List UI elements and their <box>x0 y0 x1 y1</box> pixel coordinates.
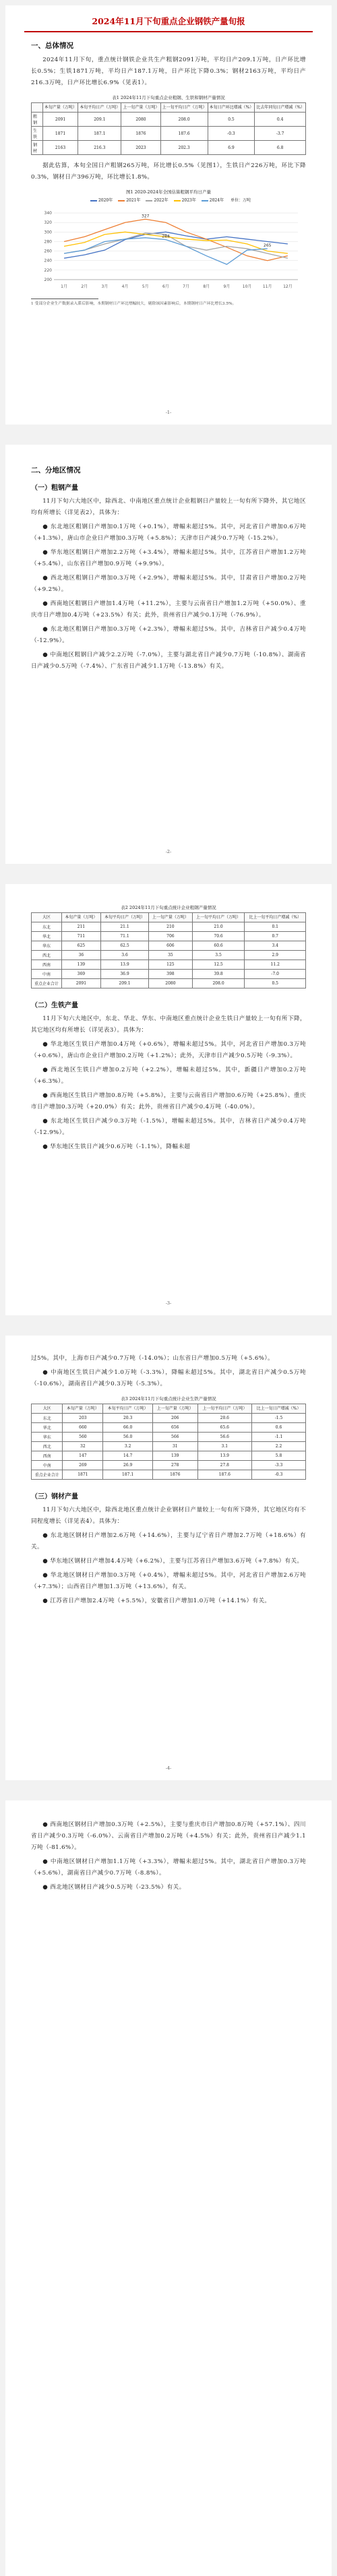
table2-header: 上一旬产量（万吨） <box>149 913 193 922</box>
table-cell: 13.9 <box>197 1451 251 1461</box>
table-cell: 0.5 <box>208 113 255 127</box>
document-title: 2024年11月下旬重点企业钢铁产量旬报 <box>92 16 245 26</box>
section-heading-overview: 一、总体情况 <box>31 42 73 50</box>
table-row <box>32 1470 306 1480</box>
table3-header: 大区 <box>32 1404 63 1414</box>
bullet-paragraph: ● 东北地区钢材日产增加2.6万吨（+14.6%），主要与辽宁省日产增加2.7万吨（+18.6%）有关。 <box>31 1532 306 1550</box>
y-tick-label: 340 <box>44 211 52 216</box>
steel-daily-output-line-chart <box>34 204 303 292</box>
bullet-paragraph: ● 中南地区粗钢日产减少2.2万吨（-7.0%），主要与湖北省日产减少0.7万吨（-10.8%）、湖南省日产减少0.5万吨（-7.4%）、广东省日产减少1.1万吨（-13.8%）有关。 <box>31 652 306 670</box>
y-tick-label: 220 <box>44 268 52 273</box>
table3-caption: 表3 2024年11月下旬重点统计企业生铁产量情况 <box>121 1396 216 1402</box>
table-cell: 66.0 <box>103 1423 153 1433</box>
table3-header: 上一旬产量（万吨） <box>152 1404 197 1414</box>
table-row <box>32 922 306 932</box>
subsection-pig-iron: （二）生铁产量 <box>31 1002 78 1009</box>
table2-header: 本旬平均日产（万吨） <box>100 913 148 922</box>
table-cell: 0.5 <box>245 979 306 988</box>
table1-header: 本旬产量（万吨） <box>42 103 78 113</box>
page-number: -4- <box>165 1765 172 1771</box>
series-line <box>64 233 288 258</box>
table1-header: 本旬日产环比增减（%） <box>208 103 255 113</box>
subsection-steel-products: （三）钢材产量 <box>31 1493 78 1501</box>
y-tick-label: 300 <box>44 230 52 235</box>
table-cell: 3.4 <box>245 941 306 951</box>
table-cell: 203 <box>63 1414 103 1423</box>
overview-paragraph: 2024年11月下旬，重点统计钢铁企业共生产粗钢2091万吨，平均日产209.1万吨，日产环比增长0.5%；生铁1871万吨，平均日产187.1万吨，日产环比下降0.3%；钢材2163万吨，平均日产216.3万吨，日产环比增长6.9%（见表1）。 <box>31 57 306 86</box>
table-cell: 华东 <box>32 1433 63 1442</box>
bullet-paragraph: ● 江苏省日产增加2.4万吨（+5.5%），安徽省日产增加1.0万吨（+14.1%）有关。 <box>42 1598 271 1604</box>
y-tick-label: 280 <box>44 239 52 245</box>
page-3 <box>5 884 332 1315</box>
subsection-crude-steel: （一）粗钢产量 <box>31 484 78 492</box>
table-row <box>32 970 306 979</box>
bullet-paragraph: ● 西北地区生铁日产增加0.2万吨（+2.2%），增幅未超过5%。其中，新疆日产增加0.2万吨（+6.3%）。 <box>31 1067 306 1085</box>
table-cell: 208.0 <box>192 979 245 988</box>
table-row <box>32 932 306 941</box>
table-cell: 208.0 <box>160 113 208 127</box>
table-cell: 21.0 <box>192 922 245 932</box>
bullet-paragraph: ● 西南地区钢材日产增加0.3万吨（+2.5%），主要与重庆市日产增加0.8万吨（+57.1%）、四川省日产减少0.3万吨（-6.0%）、云南省日产增加0.2万吨（+4.5%）有关；此外，贵州省日产减少1.1万吨（-81.6%）。 <box>31 1821 306 1851</box>
table-row <box>32 979 306 988</box>
table-cell: 3.1 <box>197 1442 251 1451</box>
y-tick-label: 240 <box>44 258 52 263</box>
table-cell: 1871 <box>63 1470 103 1480</box>
table-cell: 187.1 <box>103 1470 153 1480</box>
bullet-paragraph: ● 华东地区钢材日产增加4.4万吨（+6.2%），主要与江苏省日产增加3.6万吨（+7.8%）有关。 <box>42 1558 303 1565</box>
bullet-paragraph: ● 西南地区粗钢日产增加1.4万吨（+11.2%），主要与云南省日产增加1.2万吨（+50.0%）、重庆市日产增加0.4万吨（+23.5%）有关；此外，贵州省日产减少0.1万吨（-76.9%）。 <box>31 600 307 619</box>
table-cell: 3.6 <box>100 951 148 960</box>
table-row <box>32 113 306 127</box>
table-cell: 西北 <box>32 1442 63 1451</box>
chart-legend <box>31 197 306 203</box>
legend-entry: 2021年 <box>126 198 141 203</box>
table-cell: 269 <box>63 1461 103 1470</box>
table-row <box>32 960 306 970</box>
y-tick-label: 320 <box>44 220 52 226</box>
y-tick-label: 260 <box>44 249 52 254</box>
table-row <box>32 1451 306 1461</box>
table-cell: 211 <box>61 922 100 932</box>
title-rule <box>24 31 313 32</box>
table-cell: 1876 <box>121 127 160 141</box>
table-cell: 11.2 <box>245 960 306 970</box>
chart-unit: 单位：万吨 <box>231 198 251 203</box>
series-line <box>64 232 288 258</box>
table2-header: 上一旬平均日产（万吨） <box>192 913 245 922</box>
x-tick-label: 4月 <box>121 284 129 289</box>
table-cell: 2163 <box>42 141 78 155</box>
bullet-paragraph: ● 华东地区生铁日产减少0.6万吨（-1.1%），降幅未超 <box>42 1143 191 1150</box>
table-row <box>32 1442 306 1451</box>
table-cell: 2.9 <box>245 951 306 960</box>
table-cell: 20.3 <box>103 1414 153 1423</box>
table-cell: 35 <box>149 951 193 960</box>
table-cell: 重点企业合计 <box>32 979 62 988</box>
table-cell: 0.4 <box>255 113 306 127</box>
bullet-paragraph: ● 华北地区生铁日产增加0.4万吨（+0.6%），增幅未超过5%。其中，河北省日产增加0.3万吨（+0.6%），唐山市企业日产增加0.2万吨（+1.2%）；此外，天津市日产减少0.5万吨（-9.3%）。 <box>31 1041 306 1059</box>
data-label: 327 <box>142 214 150 219</box>
table-cell: 187.6 <box>197 1470 251 1480</box>
table-cell: 27.8 <box>197 1461 251 1470</box>
table-cell: 1871 <box>42 127 78 141</box>
table-cell: 398 <box>149 970 193 979</box>
x-tick-label: 2月 <box>81 284 88 289</box>
page-number: -1- <box>165 410 172 415</box>
table-cell: 36 <box>61 951 100 960</box>
table-cell: 209.1 <box>100 979 148 988</box>
table1-header: 上一旬产量（万吨） <box>121 103 160 113</box>
bullet-paragraph: ● 东北地区粗钢日产增加0.1万吨（+0.1%），增幅未超过5%。其中，河北省日产增加0.6万吨（+1.3%），唐山市企业日产增加0.3万吨（+5.8%）；天津市日产减少0.7万吨（-15.2%）。 <box>31 524 306 542</box>
table-cell: 生铁 <box>32 127 43 141</box>
table-cell: 3.2 <box>103 1442 153 1451</box>
bullet-paragraph: ● 西北地区粗钢日产增加0.3万吨（+2.9%），增幅未超过5%。其中，甘肃省日产增加0.2万吨（+9.2%）。 <box>31 575 306 593</box>
page-number: -3- <box>165 1300 172 1306</box>
table-row <box>32 1423 306 1433</box>
table-cell: 西北 <box>32 951 62 960</box>
table-cell: 东北 <box>32 1414 63 1423</box>
continued-paragraph: 过5%。其中，上海市日产减少0.7万吨（-14.0%）；山东省日产增加0.5万吨（+5.6%）。 <box>31 1355 274 1362</box>
x-tick-label: 11月 <box>262 284 272 289</box>
x-tick-label: 12月 <box>283 284 293 289</box>
table-cell: 中南 <box>32 1461 63 1470</box>
table-cell: 625 <box>61 941 100 951</box>
table3 <box>31 1404 306 1480</box>
table-cell: 62.5 <box>100 941 148 951</box>
data-label: 265 <box>264 243 272 249</box>
table-row <box>32 1461 306 1470</box>
table-cell: 125 <box>149 960 193 970</box>
table3-header: 比上一旬日产增减（%） <box>251 1404 305 1414</box>
table3-header: 本旬产量（万吨） <box>63 1404 103 1414</box>
x-tick-label: 6月 <box>162 284 169 289</box>
crude-steel-intro: 11月下旬六大地区中，除西北、中南地区重点统计企业粗钢日产量较上一旬有所下降外，其它地区均有所增长（详见表2），具体为： <box>31 498 306 516</box>
table-cell: 12.5 <box>192 960 245 970</box>
legend-entry: 2020年 <box>98 198 113 203</box>
table-cell: 656 <box>152 1423 197 1433</box>
table-cell: 31 <box>152 1442 197 1451</box>
table-cell: 566 <box>152 1433 197 1442</box>
table2-header: 比上一旬平均日产增减（%） <box>245 913 306 922</box>
table3-header: 本旬平均日产（万吨） <box>103 1404 153 1414</box>
table-cell: 187.6 <box>160 127 208 141</box>
table-cell: 187.1 <box>78 127 121 141</box>
table-cell: -0.3 <box>251 1470 305 1480</box>
page-number: -2- <box>165 849 172 854</box>
legend-entry: 2023年 <box>181 198 196 203</box>
table-row <box>32 1433 306 1442</box>
table-cell: 20.6 <box>197 1414 251 1423</box>
table1-header: 比去年同旬日产增减（%） <box>255 103 306 113</box>
bullet-paragraph: ● 西北地区钢材日产减少0.5万吨（-23.5%）有关。 <box>42 1884 185 1891</box>
bullet-paragraph: ● 东北地区粗钢日产增加0.3万吨（+2.3%），增幅未超过5%。其中，吉林省日产减少0.4万吨（-12.9%）。 <box>31 626 306 644</box>
table-cell: 21.1 <box>100 922 148 932</box>
pig-iron-intro: 11月下旬六大地区中，东北、华北、华东、中南地区重点统计企业生铁日产量较上一旬有所下降，其它地区均有所增长（详见表3）。具体为： <box>31 1015 306 1034</box>
table-cell: 华北 <box>32 932 62 941</box>
page-5 <box>5 1800 332 2576</box>
table-row <box>32 141 306 155</box>
table-cell: 14.7 <box>103 1451 153 1461</box>
table-cell: 147 <box>63 1451 103 1461</box>
x-tick-label: 8月 <box>203 284 210 289</box>
table-cell: 重点企业合计 <box>32 1470 63 1480</box>
page-4 <box>5 1336 332 1780</box>
table-cell: 660 <box>63 1423 103 1433</box>
bullet-paragraph: ● 华东地区粗钢日产增加2.2万吨（+3.4%），增幅未超过5%。其中，江苏省日产增加1.2万吨（+5.4%），山东省日产增加0.9万吨（+9.9%）。 <box>31 549 306 567</box>
table-cell: 2.2 <box>251 1442 305 1451</box>
table2-header: 本旬产量（万吨） <box>61 913 100 922</box>
table-row <box>32 951 306 960</box>
table-cell: 3.5 <box>192 951 245 960</box>
table-cell: 36.9 <box>100 970 148 979</box>
table-cell: 华北 <box>32 1423 63 1433</box>
x-tick-label: 7月 <box>183 284 189 289</box>
table-cell: 202.3 <box>160 141 208 155</box>
table1-header: 上一旬平均日产（万吨） <box>160 103 208 113</box>
table-cell: 560 <box>63 1433 103 1442</box>
table1-header <box>32 103 43 113</box>
x-tick-label: 1月 <box>61 284 67 289</box>
page-2 <box>5 445 332 864</box>
table-cell: 西南 <box>32 1451 63 1461</box>
table-cell: 216.3 <box>78 141 121 155</box>
bullet-paragraph: ● 华北地区钢材日产增加0.3万吨（+0.4%），增幅未超过5%。其中，河北省日产增加2.6万吨（+7.3%）；山西省日产增加1.3万吨（+13.6%），有关。 <box>31 1572 306 1590</box>
table3-header: 上一旬平均日产（万吨） <box>197 1404 251 1414</box>
table-cell: 278 <box>152 1461 197 1470</box>
table-cell: 369 <box>61 970 100 979</box>
table-cell: -3.7 <box>255 127 306 141</box>
data-label: 284 <box>162 234 170 239</box>
legend-entry: 2022年 <box>154 198 168 203</box>
table-cell: 60.6 <box>192 941 245 951</box>
table-cell: 39.8 <box>192 970 245 979</box>
table-row <box>32 1414 306 1423</box>
table2 <box>31 912 306 988</box>
table-cell: 2023 <box>121 141 160 155</box>
table-cell: 2091 <box>61 979 100 988</box>
table-cell: 70.6 <box>192 932 245 941</box>
table-cell: 0.6 <box>251 1423 305 1433</box>
table-cell: 139 <box>61 960 100 970</box>
bullet-paragraph: ● 中南地区生铁日产减少1.0万吨（-3.3%），降幅未超过5%。其中，湖北省日产减少0.5万吨（-10.6%），湖南省日产减少0.3万吨（-5.3%）。 <box>31 1369 307 1387</box>
table-cell: 206 <box>152 1414 197 1423</box>
chart-title: 图1 2020-2024年全国估算粗钢平均日产量 <box>126 189 211 195</box>
x-tick-label: 9月 <box>223 284 231 289</box>
table-cell: 5.8 <box>251 1451 305 1461</box>
bullet-paragraph: ● 东北地区生铁日产减少0.3万吨（-1.5%），增幅未超过5%。其中，吉林省日产减少0.4万吨（-12.9%）。 <box>31 1118 307 1136</box>
table-cell: 0.7 <box>245 932 306 941</box>
table1-header: 本旬平均日产（万吨） <box>78 103 121 113</box>
table1-caption: 表1 2024年11月下旬重点企业粗钢、生铁和钢材产量情况 <box>112 95 225 100</box>
table2-header-row <box>32 913 306 922</box>
table-cell: 粗钢 <box>32 113 43 127</box>
table1 <box>31 102 306 155</box>
table-cell: 210 <box>149 922 193 932</box>
bullet-paragraph: ● 西南地区生铁日产增加0.8万吨（+5.8%），主要与云南省日产增加0.6万吨（+25.8%）、重庆市日产增加0.3万吨（+20.0%）有关；此外，贵州省日产减少0.4万吨（-40.0%）。 <box>31 1092 306 1110</box>
table-cell: 139 <box>152 1451 197 1461</box>
page-1 <box>5 5 332 425</box>
table2-header: 大区 <box>32 913 62 922</box>
table-cell: 1876 <box>152 1470 197 1480</box>
estimate-paragraph: 据此估算，本旬全国日产粗钢265万吨，环比增长0.5%（见图1），生铁日产226万吨，环比下降0.3%，钢材日产396万吨，环比增长1.8%。 <box>31 162 306 181</box>
table-cell: 中南 <box>32 970 62 979</box>
table-cell: 华东 <box>32 941 62 951</box>
table-cell: -1.5 <box>251 1414 305 1423</box>
table-cell: 2091 <box>42 113 78 127</box>
steel-products-intro: 11月下旬六大地区中，除西北地区重点统计企业钢材日产量较上一旬有所下降外，其它地区均有不同程度增长（详见表4）。具体为： <box>31 1507 306 1525</box>
table-cell: 6.8 <box>255 141 306 155</box>
table-cell: 26.9 <box>103 1461 153 1470</box>
table-cell: 65.6 <box>197 1423 251 1433</box>
table-cell: 西南 <box>32 960 62 970</box>
bullet-paragraph: ● 中南地区钢材日产增加1.1万吨（+3.3%），增幅未超过5%。其中，湖北省日产增加0.3万吨（+5.6%），湖南省日产减少0.7万吨（-8.8%）。 <box>31 1858 306 1877</box>
table-cell: 0.1 <box>245 922 306 932</box>
table-cell: 2080 <box>121 113 160 127</box>
table-cell: 56.6 <box>197 1433 251 1442</box>
table-cell: 32 <box>63 1442 103 1451</box>
table-cell: -1.1 <box>251 1433 305 1442</box>
x-tick-label: 5月 <box>142 284 149 289</box>
table-row <box>32 941 306 951</box>
table-cell: 6.9 <box>208 141 255 155</box>
legend-entry: 2024年 <box>209 198 224 203</box>
table-cell: 706 <box>149 932 193 941</box>
x-tick-label: 10月 <box>242 284 252 289</box>
table2-caption: 表2 2024年11月下旬重点统计企业粗钢产量情况 <box>121 905 216 910</box>
footnote: 1 受部分企业生产数据录入滞后影响，本期钢材日产环比增幅较大，剔除该因素影响后，本期钢材日产环比增长3.5%。 <box>31 302 237 306</box>
table-cell: 13.9 <box>100 960 148 970</box>
table-cell: 东北 <box>32 922 62 932</box>
table-cell: -7.0 <box>245 970 306 979</box>
section-heading-regions: 二、分地区情况 <box>31 466 81 474</box>
table-cell: 钢材 <box>32 141 43 155</box>
y-tick-label: 200 <box>44 278 52 282</box>
table-cell: 56.0 <box>103 1433 153 1442</box>
table-cell: -3.3 <box>251 1461 305 1470</box>
table-cell: 209.1 <box>78 113 121 127</box>
table-cell: -0.3 <box>208 127 255 141</box>
table1-header-row <box>32 103 306 113</box>
table-cell: 2080 <box>149 979 193 988</box>
table-cell: 606 <box>149 941 193 951</box>
table-row <box>32 127 306 141</box>
table3-header-row <box>32 1404 306 1414</box>
table-cell: 711 <box>61 932 100 941</box>
table-cell: 71.1 <box>100 932 148 941</box>
x-tick-label: 3月 <box>101 284 109 289</box>
